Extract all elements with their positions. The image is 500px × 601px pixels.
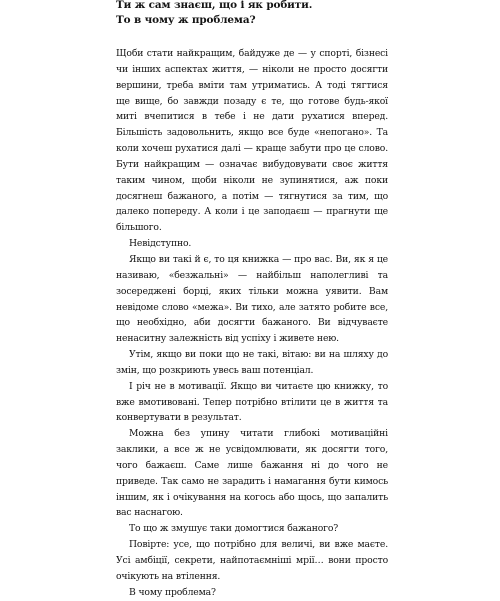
paragraph: То що ж змушує таки домогтися бажаного? xyxy=(129,523,339,535)
paragraph: Щоби стати найкращим, байдуже де — у спорті, бізнесі чи інших аспектах життя, — ніколи не просто досягти вершини, треба вміти там утриматись. А тоді тягтися ще вище, бо завжди позаду є те, що готове будь-якої миті вчепитися в тебе і не дати рухатися вперед. Більшість задовольнить, якщо все буде «непогано». Та коли хочеш рухатися далі — краще забути про це слово. Бути найкращим — означає вибудовувати своє життя таким чином, щоби ніколи не зупинятися, аж поки досягнеш бажаного, а потім — тягнутися за тим, що далеко попереду. А коли і це заподаєш — прагнути ще більшого. xyxy=(116,48,388,234)
book-page xyxy=(116,0,388,598)
heading-line-2: То в чому ж проблема? xyxy=(116,14,256,26)
paragraph: В чому проблема? xyxy=(129,586,216,598)
paragraph: Утім, якщо ви поки що не такі, вітаю: ви на шляху до змін, що розкриють увесь ваш потенціал. xyxy=(116,349,388,376)
paragraph: Повірте: усе, що потрібно для величі, ви вже маєте. Усі амбіції, секрети, найпотаємніші мрії… вони просто очікують на втілення. xyxy=(116,539,388,582)
paragraph: Невідступно. xyxy=(129,238,192,250)
heading-line-1: Ти ж сам знаєш, що і як робити. xyxy=(116,0,313,11)
paragraph: І річ не в мотивації. Якщо ви читаєте цю книжку, то вже вмотивовані. Тепер потрібно втілити це в життя та конвертувати в результат. xyxy=(116,380,388,424)
paragraph: Якщо ви такі й є, то ця книжка — про вас. Ви, як я це називаю, «безжальні» — найбільш наполегливі та зосереджені борці, яких тільки можна уявити. Вам невідоме слово «межа». Ви тихо, але затято робите все, що необхідно, аби досягти бажаного. Ви відчуваєте ненаситну залежність від успіху і живете нею. xyxy=(116,253,388,345)
body-text xyxy=(116,46,388,601)
paragraph: Можна без упину читати глибокі мотиваційні заклики, а все ж не усвідомлювати, як досягти того, чого бажаєш. Саме лише бажання ні до чого не приведе. Так само не зарадить і намагання бути кимось іншим, як і очікування на когось або щось, що запалить вас наснагою. xyxy=(116,428,388,519)
